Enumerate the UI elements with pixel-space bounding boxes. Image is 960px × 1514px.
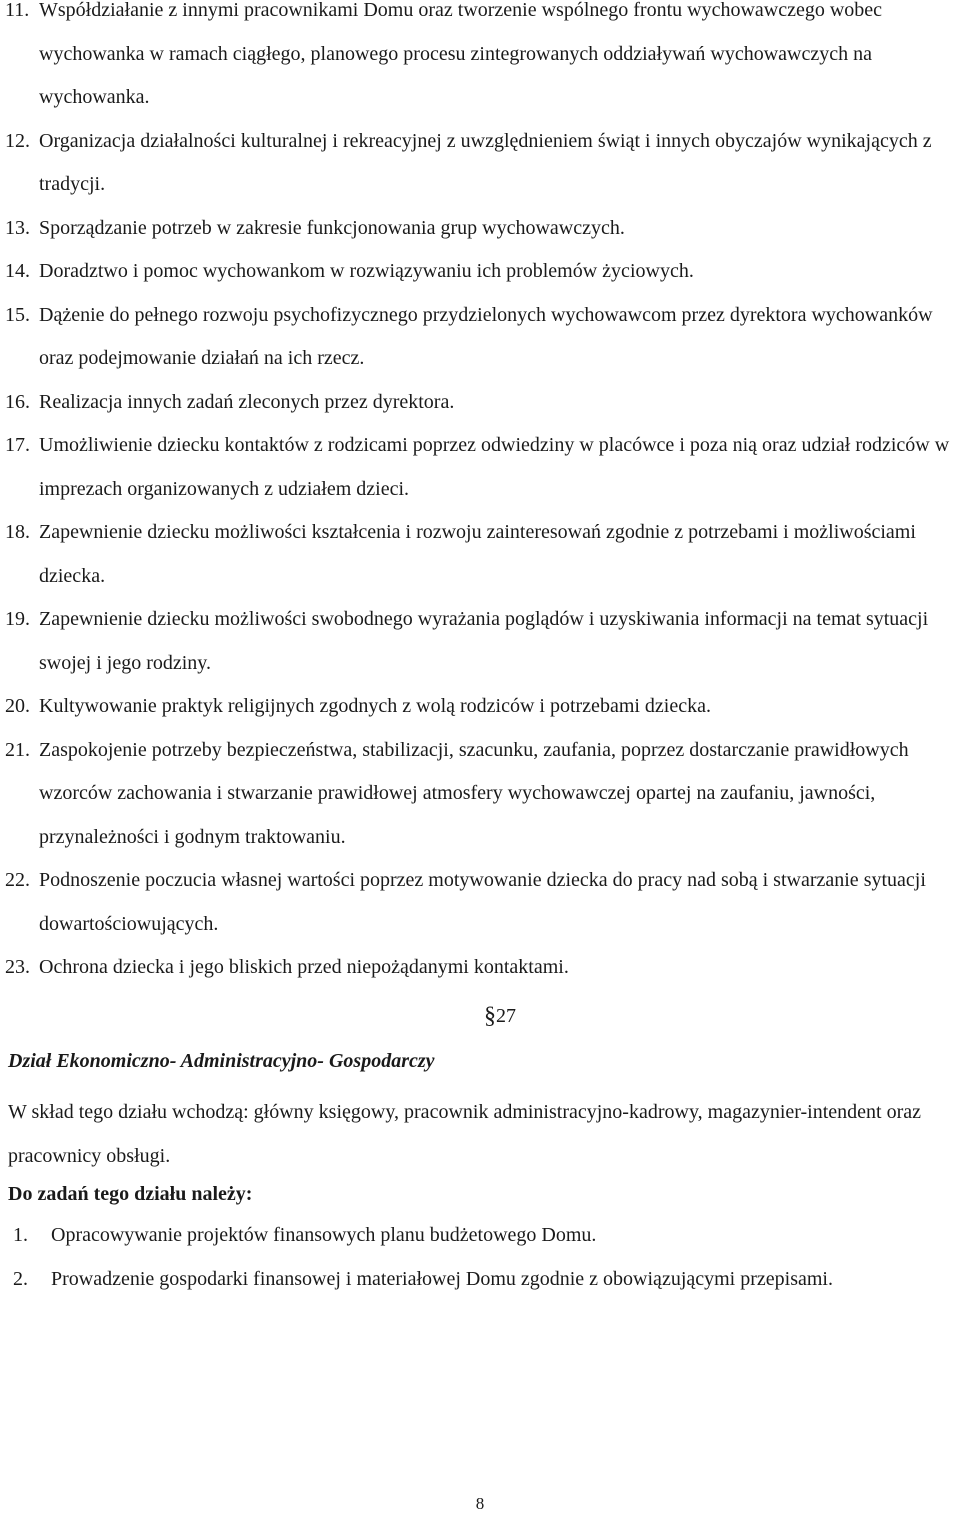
list-item-number: 17. — [5, 434, 30, 456]
list-item-text: Doradztwo i pomoc wychowankom w rozwiązywaniu ich problemów życiowych. — [39, 260, 694, 282]
list-item — [0, 250, 960, 294]
list-item-number: 12. — [5, 129, 30, 152]
list-item-text: Realizacja innych zadań zleconych przez dyrektora. — [39, 390, 455, 413]
list-item — [0, 424, 960, 511]
list-item-number: 14. — [5, 260, 30, 282]
list-item-text: Ochrona dziecka i jego bliskich przed niepożądanymi kontaktami. — [39, 956, 569, 978]
section-intro-paragraph: W skład tego działu wchodzą: główny księgowy, pracownik administracyjno-kadrowy, magazynier-intendent oraz pracownicy obsługi. — [8, 1101, 922, 1167]
list-item — [0, 729, 960, 860]
page-number: 8 — [475, 1494, 485, 1513]
list-item — [0, 511, 960, 598]
list-item-number: 13. — [5, 216, 30, 239]
duty-item-text: Prowadzenie gospodarki finansowej i materiałowej Domu zgodnie z obowiązującymi przepisami. — [51, 1267, 833, 1290]
list-item — [0, 685, 960, 729]
list-item — [0, 598, 960, 685]
list-item-text: Współdziałanie z innymi pracownikami Domu oraz tworzenie wspólnego frontu wychowawczego wobec wychowanka w ramach ciągłego, planowego procesu zintegrowanych oddziaływań wychowawczych na wychowanka. — [39, 0, 883, 108]
list-item-number: 19. — [5, 608, 30, 630]
list-item-text: Zaspokojenie potrzeby bezpieczeństwa, stabilizacji, szacunku, zaufania, poprzez dostarczanie prawidłowych wzorców zachowania i stwarzanie prawidłowej atmosfery wychowawczej opartej na zaufaniu, jawności, przynależności i godnym traktowaniu. — [39, 738, 909, 848]
list-item — [0, 294, 960, 381]
list-item-number: 18. — [5, 521, 30, 543]
list-item-text: Umożliwienie dziecku kontaktów z rodzicami poprzez odwiedziny w placówce i poza nią oraz udział rodziców w imprezach organizowanych z udziałem dzieci. — [39, 434, 950, 500]
list-item — [0, 859, 960, 946]
list-item — [0, 207, 960, 251]
list-item-number: 20. — [5, 695, 30, 717]
list-item-number: 11. — [5, 0, 30, 21]
list-item — [0, 381, 960, 425]
section-sign-symbol: § — [484, 1003, 496, 1029]
paragraph-number: 27 — [496, 1005, 516, 1027]
list-item-text: Kultywowanie praktyk religijnych zgodnych z wolą rodziców i potrzebami dziecka. — [39, 695, 711, 717]
list-item-text: Zapewnienie dziecku możliwości swobodnego wyrażania poglądów i uzyskiwania informacji na temat sytuacji swojej i jego rodziny. — [39, 608, 929, 674]
list-item-text: Zapewnienie dziecku możliwości kształcenia i rozwoju zainteresowań zgodnie z potrzebami i możliwościami dziecka. — [39, 521, 916, 587]
list-item-text: Sporządzanie potrzeb w zakresie funkcjonowania grup wychowawczych. — [39, 216, 625, 239]
list-item-text: Podnoszenie poczucia własnej wartości poprzez motywowanie dziecka do pracy nad sobą i stwarzanie sytuacji dowartościowujących. — [39, 869, 926, 935]
list-item-number: 22. — [5, 869, 30, 891]
list-item — [0, 120, 960, 207]
duties-list — [0, 1214, 960, 1301]
list-item — [0, 946, 960, 990]
list-item — [0, 0, 960, 120]
section-heading: Dział Ekonomiczno- Administracyjno- Gospodarczy — [8, 1050, 435, 1072]
duty-item-number: 1. — [13, 1224, 28, 1246]
duty-item-number: 2. — [13, 1267, 28, 1290]
duties-heading: Do zadań tego działu należy: — [8, 1183, 253, 1205]
list-item-number: 23. — [5, 956, 30, 978]
duty-item — [0, 1258, 960, 1302]
section-paragraph-marker — [484, 1001, 516, 1031]
list-item-text: Organizacja działalności kulturalnej i rekreacyjnej z uwzględnieniem świąt i innych obyczajów wynikających z tradycji. — [39, 129, 932, 195]
list-item-number: 15. — [5, 303, 30, 326]
duty-item-text: Opracowywanie projektów finansowych planu budżetowego Domu. — [51, 1224, 597, 1246]
list-item-number: 21. — [5, 738, 30, 761]
duty-item — [0, 1214, 960, 1258]
list-item-text: Dążenie do pełnego rozwoju psychofizycznego przydzielonych wychowawcom przez dyrektora wychowanków oraz podejmowanie działań na ich rzecz. — [39, 303, 933, 369]
list-item-number: 16. — [5, 390, 30, 413]
